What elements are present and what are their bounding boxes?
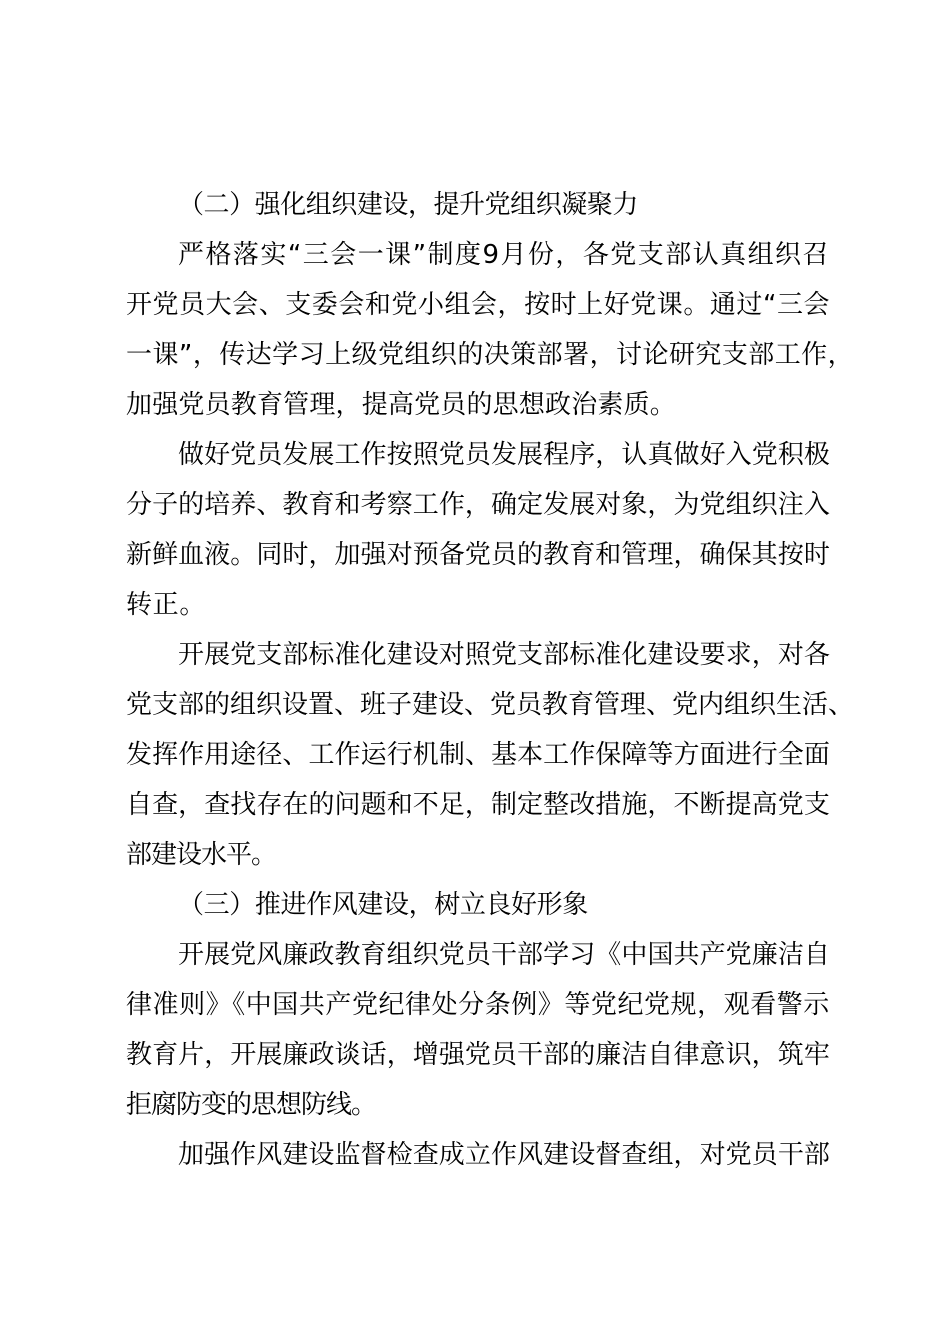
text-line: 分子的培养、教育和考察工作，确定发展对象，为党组织注入 xyxy=(126,490,830,520)
text-line: 加强作风建设监督检查成立作风建设督查组，对党员干部 xyxy=(178,1140,831,1170)
text-line: 党支部的组织设置、班子建设、党员教育管理、党内组织生活、 xyxy=(126,690,855,720)
text-line: 拒腐防变的思想防线。 xyxy=(126,1090,377,1120)
text-line: 严格落实“三会一课”制度9月份，各党支部认真组织召 xyxy=(178,240,830,270)
text-line: 转正。 xyxy=(126,590,206,620)
section-heading-2: （二）强化组织建设，提升党组织凝聚力 xyxy=(178,190,638,220)
text-line: 开展党风廉政教育组织党员干部学习《中国共产党廉洁自 xyxy=(178,940,831,970)
text-line: 一课”，传达学习上级党组织的决策部署，讨论研究支部工作， xyxy=(126,340,855,370)
text-line: 新鲜血液。同时，加强对预备党员的教育和管理，确保其按时 xyxy=(126,540,830,570)
text-line: 发挥作用途径、工作运行机制、基本工作保障等方面进行全面 xyxy=(126,740,830,770)
text-line: 开展党支部标准化建设对照党支部标准化建设要求，对各 xyxy=(178,640,831,670)
text-line: 教育片，开展廉政谈话，增强党员干部的廉洁自律意识，筑牢 xyxy=(126,1040,830,1070)
text-line: 开党员大会、支委会和党小组会，按时上好党课。通过“三会 xyxy=(126,290,831,320)
section-heading-3: （三）推进作风建设，树立良好形象 xyxy=(178,890,588,920)
text-line: 律准则》《中国共产党纪律处分条例》等党纪党规，观看警示 xyxy=(126,990,830,1020)
text-line: 部建设水平。 xyxy=(126,840,277,870)
text-line: 加强党员教育管理，提高党员的思想政治素质。 xyxy=(126,390,676,420)
text-line: 自查，查找存在的问题和不足，制定整改措施，不断提高党支 xyxy=(126,790,830,820)
text-line: 做好党员发展工作按照党员发展程序，认真做好入党积极 xyxy=(178,440,831,470)
